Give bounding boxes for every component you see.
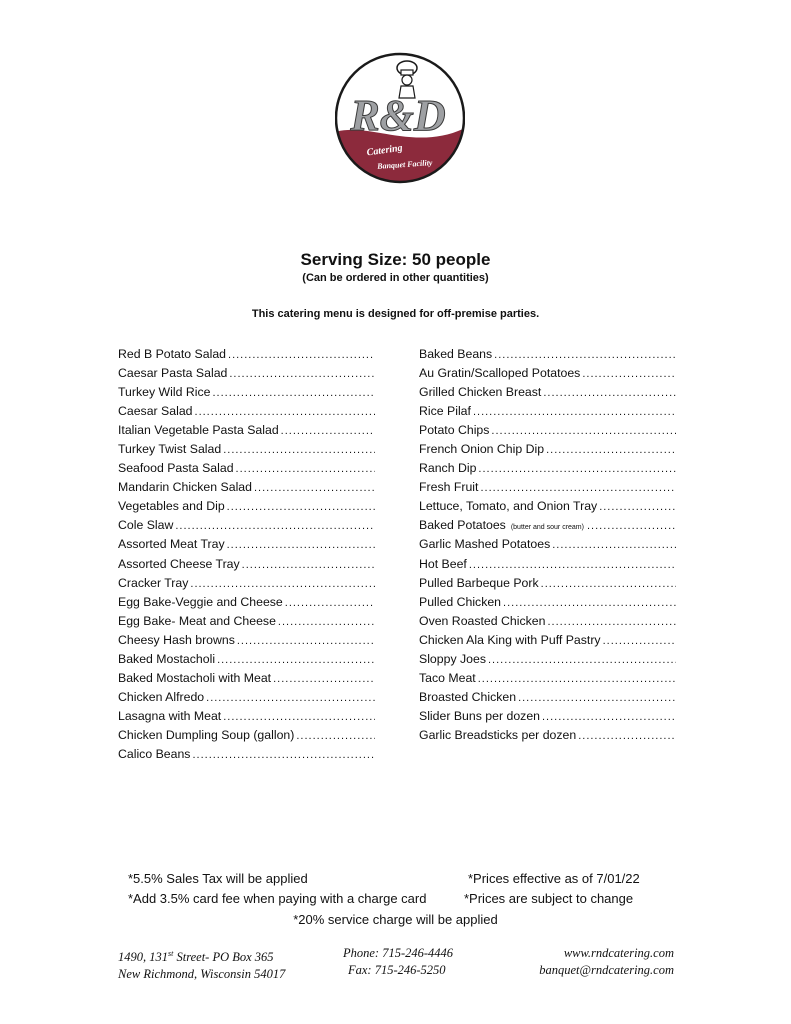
menu-item-name: Cracker Tray [118, 575, 189, 590]
tax-note: *5.5% Sales Tax will be applied [128, 871, 308, 886]
menu-item [118, 745, 375, 764]
menu-item-name: Fresh Fruit [419, 480, 479, 495]
menu-item-name: Calico Beans [118, 746, 191, 761]
menu-item [419, 402, 676, 421]
dot-leader [254, 479, 375, 497]
dot-leader [175, 517, 375, 535]
dot-leader [543, 384, 676, 402]
page-subtitle: (Can be ordered in other quantities) [302, 272, 489, 284]
menu-item [118, 650, 375, 669]
menu-item-name: Ranch Dip [419, 461, 477, 476]
menu-item-name: Chicken Alfredo [118, 689, 205, 704]
menu-column-left [118, 345, 375, 764]
menu-item-name: Hot Beef [419, 556, 467, 571]
menu-item-name: Lettuce, Tomato, and Onion Tray [419, 499, 598, 514]
menu-item [118, 612, 375, 631]
menu-item-name: Cole Slaw [118, 518, 174, 533]
logo-tagline-catering: Catering [365, 142, 404, 159]
menu-item [419, 593, 676, 612]
menu-item [419, 478, 676, 497]
menu-item [419, 345, 676, 364]
menu-item [118, 459, 375, 478]
menu-item [118, 383, 375, 402]
dot-leader [546, 441, 676, 459]
menu-item-name: French Onion Chip Dip [419, 442, 545, 457]
menu-item-name: Chicken Dumpling Soup (gallon) [118, 727, 295, 742]
menu-item [118, 669, 375, 688]
menu-item [419, 383, 676, 402]
effective-date-note: *Prices effective as of 7/01/22 [468, 871, 640, 886]
dot-leader [599, 498, 676, 516]
dot-leader [480, 479, 676, 497]
web-block [539, 945, 674, 979]
dot-leader [603, 632, 676, 650]
menu-item [118, 707, 375, 726]
menu-item [118, 497, 375, 516]
menu-item-name: Assorted Meat Tray [118, 537, 225, 552]
address-block [118, 945, 285, 983]
menu-item [118, 516, 375, 535]
menu-item-name: Baked Mostacholi [118, 651, 216, 666]
menu-note: This catering menu is designed for off-premise parties. [251, 308, 540, 320]
address-city: New Richmond, Wisconsin 54017 [118, 967, 286, 982]
menu-item-name: Garlic Breadsticks per dozen [419, 727, 577, 742]
dot-leader [281, 422, 375, 440]
menu-item [118, 535, 375, 554]
page-title: Serving Size: 50 people [300, 250, 491, 269]
menu-item-name: Mandarin Chicken Salad [118, 480, 252, 495]
dot-leader [206, 689, 375, 707]
dot-leader [223, 441, 375, 459]
dot-leader [223, 708, 375, 726]
menu-item [419, 726, 676, 745]
menu-item-name: Turkey Wild Rice [118, 385, 211, 400]
menu-item [118, 345, 375, 364]
dot-leader [478, 670, 676, 688]
dot-leader [273, 670, 375, 688]
dot-leader [229, 365, 375, 383]
card-fee-note: *Add 3.5% card fee when paying with a charge card [128, 891, 427, 906]
menu-item [419, 707, 676, 726]
menu-column-right [419, 345, 676, 745]
dot-leader [195, 403, 375, 421]
dot-leader [190, 575, 375, 593]
dot-leader [217, 651, 375, 669]
address-street: 1490, 131st Street- PO Box 365 [118, 949, 274, 965]
dot-leader [541, 575, 676, 593]
dot-leader [478, 460, 676, 478]
fax-number: Fax: 715-246-5250 [348, 963, 446, 977]
menu-item [419, 669, 676, 688]
menu-item [419, 535, 676, 554]
menu-item-name: Slider Buns per dozen [419, 708, 540, 723]
dot-leader [518, 689, 676, 707]
dot-leader [473, 403, 676, 421]
menu-item [419, 516, 676, 535]
dot-leader [285, 594, 375, 612]
email-link[interactable]: banquet@rndcatering.com [539, 963, 674, 977]
dot-leader [587, 517, 676, 535]
dot-leader [296, 727, 375, 745]
menu-item-name: Assorted Cheese Tray [118, 556, 240, 571]
menu-item [118, 631, 375, 650]
menu-item-name: Potato Chips [419, 423, 490, 438]
menu-item [118, 688, 375, 707]
dot-leader [278, 613, 375, 631]
menu-item [419, 631, 676, 650]
menu-item-name: Baked Beans [419, 347, 493, 361]
menu-item-name: Caesar Salad [118, 404, 193, 419]
dot-leader [503, 594, 676, 612]
website-link[interactable]: www.rndcatering.com [563, 946, 674, 960]
dot-leader [578, 727, 676, 745]
menu-item-name: Oven Roasted Chicken [419, 613, 546, 628]
menu-item-name: Baked Potatoes [419, 518, 506, 533]
menu-item-name: Seafood Pasta Salad [118, 461, 234, 476]
menu-item-name: Rice Pilaf [419, 404, 471, 419]
logo-tagline-banquet: Banquet Facility [376, 158, 433, 171]
dot-leader [236, 460, 375, 478]
menu-item-name: Italian Vegetable Pasta Salad [118, 423, 279, 438]
menu-item [118, 364, 375, 383]
menu-item-name: Lasagna with Meat [118, 708, 222, 723]
menu-item-name: Baked Mostacholi with Meat [118, 670, 272, 685]
menu-item [419, 650, 676, 669]
dot-leader [237, 632, 375, 650]
menu-item [118, 421, 375, 440]
menu-item-name: Egg Bake-Veggie and Cheese [118, 594, 283, 609]
dot-leader [192, 746, 375, 764]
dot-leader [469, 556, 676, 574]
menu-item-name: Caesar Pasta Salad [118, 366, 228, 381]
dot-leader [491, 422, 676, 440]
dot-leader [582, 365, 676, 383]
dot-leader [227, 498, 375, 516]
menu-item-name: Vegetables and Dip [118, 499, 225, 514]
menu-item-name: Chicken Ala King with Puff Pastry [419, 632, 601, 647]
menu-item [118, 574, 375, 593]
dot-leader [227, 536, 375, 554]
menu-item [118, 593, 375, 612]
menu-item [419, 497, 676, 516]
phone-number: Phone: 715-246-4446 [343, 946, 454, 960]
menu-item-name: Egg Bake- Meat and Cheese [118, 613, 276, 628]
menu-item [419, 688, 676, 707]
menu-item [419, 421, 676, 440]
dot-leader [547, 613, 676, 631]
menu-item-name: Pulled Chicken [419, 594, 502, 609]
menu-item-note: (butter and sour cream) [510, 524, 584, 532]
menu-item [118, 478, 375, 497]
dot-leader [228, 346, 375, 364]
menu-item [419, 440, 676, 459]
phone-block [343, 945, 453, 979]
logo-monogram: R&D [350, 91, 446, 140]
dot-leader [242, 556, 375, 574]
menu-item-name: Turkey Twist Salad [118, 442, 222, 457]
menu-item [419, 364, 676, 383]
dot-leader [494, 346, 676, 364]
dot-leader [212, 384, 375, 402]
menu-item [118, 402, 375, 421]
menu-item-name: Sloppy Joes [419, 651, 486, 666]
menu-item [118, 555, 375, 574]
menu-item-name: Au Gratin/Scalloped Potatoes [419, 366, 581, 381]
dot-leader [488, 651, 676, 669]
rd-catering-logo [335, 48, 465, 188]
menu-item-name: Grilled Chicken Breast [419, 385, 542, 400]
menu-item [118, 726, 375, 745]
menu-item-name: Taco Meat [419, 670, 476, 685]
menu-item-name: Garlic Mashed Potatoes [419, 537, 551, 552]
menu-item [118, 440, 375, 459]
menu-item-name: Cheesy Hash browns [118, 632, 235, 647]
menu-item [419, 612, 676, 631]
menu-item-name: Pulled Barbeque Pork [419, 575, 539, 590]
dot-leader [552, 536, 676, 554]
menu-item [419, 555, 676, 574]
menu-item [419, 574, 676, 593]
service-charge-note: *20% service charge will be applied [293, 912, 498, 927]
menu-item [419, 459, 676, 478]
menu-item-name: Broasted Chicken [419, 689, 517, 704]
price-change-note: *Prices are subject to change [464, 891, 634, 906]
dot-leader [542, 708, 676, 726]
menu-item-name: Red B Potato Salad [118, 347, 227, 361]
